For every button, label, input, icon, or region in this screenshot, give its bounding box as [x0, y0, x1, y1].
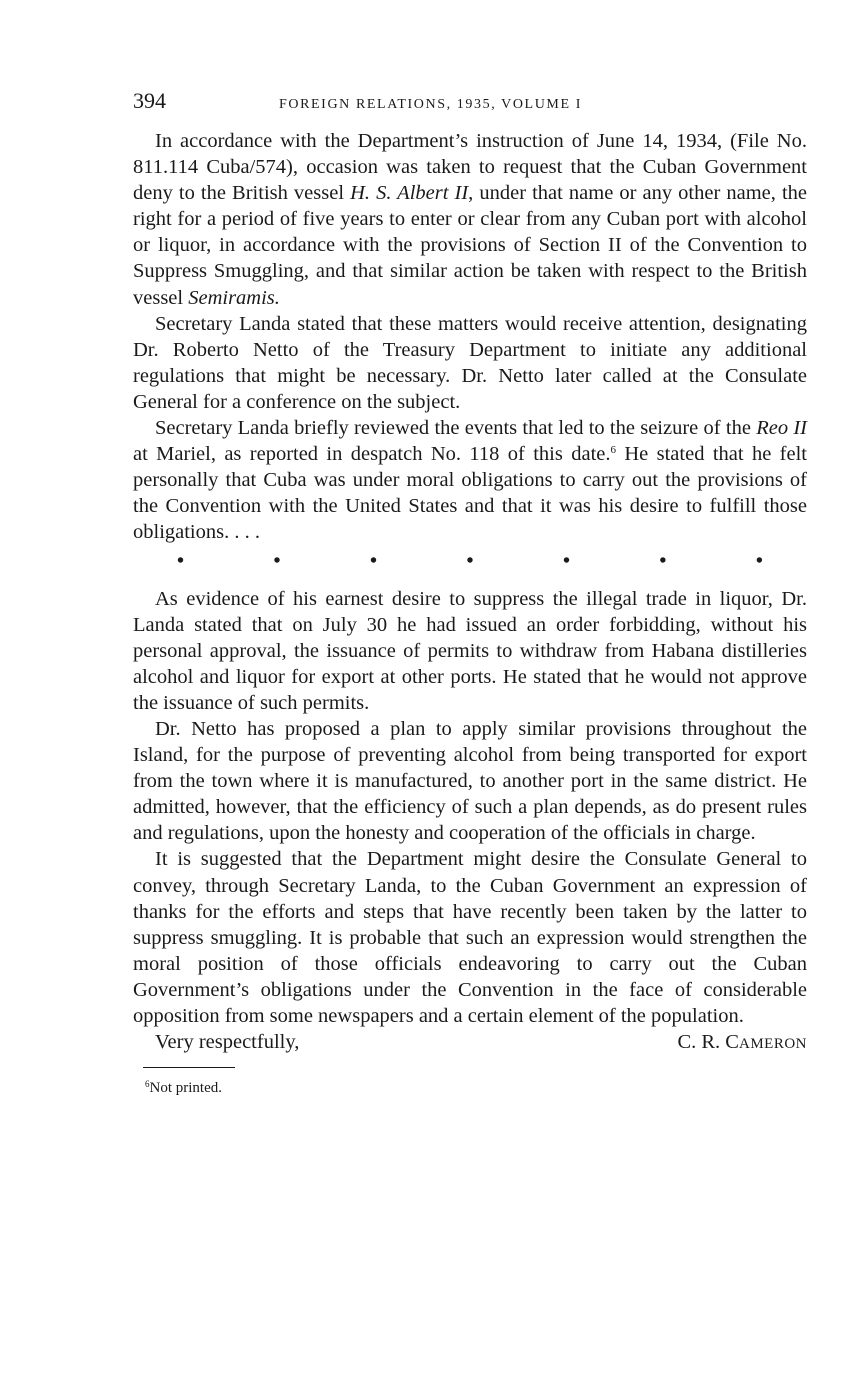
paragraph-5: Dr. Netto has proposed a plan to apply similar provisions throughout the Island, for the purpose of preventing alcohol from being transported for export from the town where it is manufactured, to another port in the same district. He admitted, however, that the efficiency of such a plan depends, as do present rules and regulations, upon the honesty and cooperation of the officials in charge.: [133, 717, 807, 845]
vessel-name-semiramis: Semiramis.: [188, 286, 280, 309]
footnote-marker: 6: [145, 1079, 150, 1090]
running-head: FOREIGN RELATIONS, 1935, VOLUME I: [279, 97, 582, 112]
closing: [133, 1029, 807, 1057]
dot: •: [466, 549, 474, 572]
paragraph-2: Secretary Landa stated that these matters would receive attention, designating Dr. Roberto Netto of the Treasury Department to initiate any additional regulations that might be necessary. Dr. Netto later called at the Consulate General for a conference on the subject.: [133, 312, 807, 413]
page-header: [133, 88, 807, 128]
paragraph-6: It is suggested that the Department might desire the Consulate General to convey, through Secretary Landa, to the Cuban Government an expression of thanks for the efforts and steps that have recently been taken by the latter to suppress smuggling. It is probable that such an expression would strengthen the moral position of those officials endeavoring to carry out the Cuban Government’s obligations under the Convention in the face of considerable opposition from some newspapers and a certain element of the population.: [133, 848, 807, 1027]
dot: •: [659, 549, 667, 572]
omission-dots: [133, 546, 807, 586]
dot: •: [273, 549, 281, 572]
footnote: [133, 1080, 807, 1097]
dot: •: [369, 549, 377, 572]
paragraph-1: In accordance with the Department’s instruction of June 14, 1934, (File No. 811.114 Cuba/574), occasion was taken to request that the Cuban Government deny to the British vessel H. S. Albert II, under that name or any other name, the right for a period of five years to enter or clear from any Cuban port with alcohol or liquor, in accordance with the provisions of Section II of the Convention to Suppress Smuggling, and that similar action be taken with respect to the British vessel Semiramis.: [133, 130, 808, 309]
footnote-text: Not printed.: [149, 1080, 222, 1097]
salutation: Very respectfully,: [155, 1031, 300, 1054]
footnote-reference: 6: [610, 444, 616, 457]
page-number: 394: [133, 88, 166, 113]
vessel-name-reo: Reo II: [756, 417, 807, 440]
footnote-rule: [143, 1067, 235, 1068]
dot: •: [755, 549, 763, 572]
dot: •: [177, 549, 185, 572]
signature: C. R. CAMERON: [677, 1031, 807, 1054]
paragraph-3: Secretary Landa briefly reviewed the events that led to the seizure of the Reo II at Mariel, as reported in despatch No. 118 of this date.$^6$ He stated that he felt personally that Cuba was under moral obligations to carry out the provisions of the Convention with the United States and that it was his desire to fulfill those obligations. . . .: [133, 417, 807, 544]
vessel-name-albert: H. S. Albert II: [350, 182, 469, 205]
dot: •: [562, 549, 570, 572]
paragraph-4: As evidence of his earnest desire to suppress the illegal trade in liquor, Dr. Landa stated that on July 30 he had issued an order forbidding, without his personal approval, the issuance of permits to withdraw from Habana distilleries alcohol and liquor for export at other ports. He stated that he would not approve the issuance of such permits.: [133, 587, 807, 714]
document-page: [133, 88, 807, 1097]
